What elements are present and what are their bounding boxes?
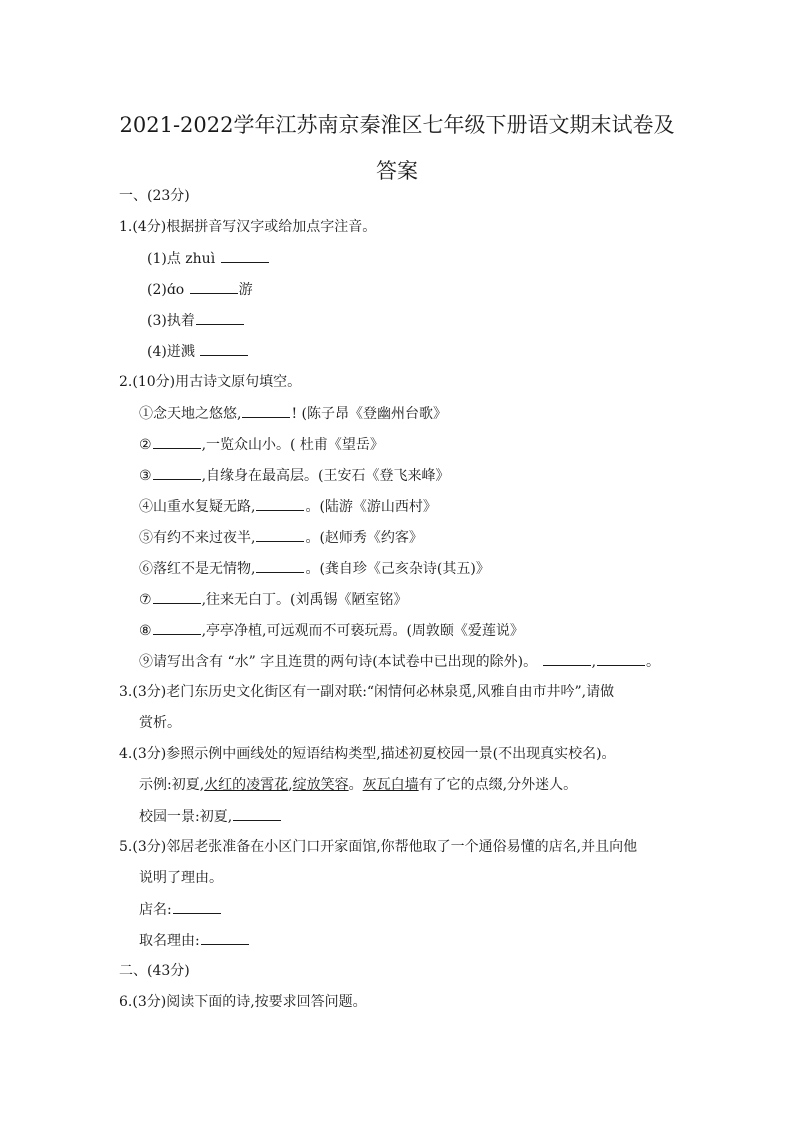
q4-answer-label: 校园一景:初夏, [139,809,233,825]
q4-example-text: 示例:初夏, [139,777,205,793]
section-2-heading: 二、(43分) [119,963,190,979]
q2-item-6-post: 。(龚自珍《己亥杂诗(其五)》 [305,561,490,577]
q2-item-4-post: 。(陆游《游山西村》 [305,499,437,515]
answer-blank[interactable] [543,652,591,666]
answer-blank[interactable] [201,931,249,945]
answer-blank[interactable] [256,528,304,542]
q2-item-8-pre: ⑧ [139,623,152,639]
document-title [0,102,794,194]
q2-item-3-pre: ③ [139,468,152,484]
answer-blank[interactable] [153,435,201,449]
answer-blank[interactable] [221,249,269,263]
answer-blank[interactable] [200,342,248,356]
q5-shop-name [139,900,222,919]
q1-item-3-text: (3)执着 [147,313,195,329]
q1-item-1-text: (1)点 zhuì [147,251,220,267]
underlined-phrase: 灰瓦白墙 [362,777,419,793]
q2-item-7 [139,590,407,609]
underlined-phrase: 绽放笑容 [292,777,349,793]
q4-stem: 4.(3分)参照示例中画线处的短语结构类型,描述初夏校园一景(不出现真实校名)。 [119,746,616,762]
q5-shop-label: 店名: [139,902,172,918]
answer-blank[interactable] [153,590,201,604]
q2-item-6 [139,559,490,578]
title-line-1: 2021-2022学年江苏南京秦淮区七年级下册语文期末试卷及 [119,113,675,137]
q5-line-1: 5.(3分)邻居老张准备在小区门口开家面馆,你帮他取了一个通俗易懂的店名,并且向他 [119,839,638,855]
q2-item-9 [139,652,660,671]
q4-example [139,776,577,794]
q3-line-2: 赏析。 [139,715,181,731]
q2-item-8-post: ,亭亭净植,可远观而不可亵玩焉。(周敦颐《爱莲说》 [201,623,524,639]
answer-blank[interactable] [173,900,221,914]
q1-item-2-text: (2)ɑ́o [147,282,189,298]
answer-blank[interactable] [256,497,304,511]
q2-stem: 2.(10分)用古诗文原句填空。 [119,374,302,390]
q2-item-5 [139,528,423,547]
q2-item-7-post: ,往来无白丁。(刘禹锡《陋室铭》 [201,592,408,608]
answer-blank[interactable] [256,559,304,573]
q2-item-3-post: ,自缘身在最高层。(王安石《登飞来峰》 [201,468,450,484]
q2-item-2 [139,435,384,454]
q2-item-4-pre: ④山重水复疑无路, [139,499,256,515]
q2-item-9-pre: ⑨请写出含有 “水” 字且连贯的两句诗(本试卷中已出现的除外)。 [139,654,542,670]
q1-item-1 [147,249,270,268]
q2-item-5-post: 。(赵师秀《约客》 [305,530,423,546]
title-line-2: 答案 [376,159,418,183]
answer-blank[interactable] [190,280,238,294]
q5-reason-label: 取名理由: [139,933,200,949]
q5-line-2: 说明了理由。 [139,870,223,886]
q2-item-3 [139,466,449,485]
q4-answer [139,807,282,826]
q2-item-9-post: 。 [646,654,661,670]
q1-item-2-suffix: 游 [238,282,253,298]
q6-stem: 6.(3分)阅读下面的诗,按要求回答问题。 [119,994,367,1010]
q4-example-text: , [288,777,293,793]
q1-item-3 [147,311,245,330]
q2-item-2-post: ,一览众山小。( 杜甫《望岳》 [201,437,384,453]
q1-item-2 [147,280,253,299]
section-1-heading: 一、(23分) [119,188,190,204]
answer-blank[interactable] [233,807,281,821]
answer-blank[interactable] [196,311,244,325]
underlined-phrase: 火红的凌霄花 [204,777,289,793]
q5-reason [139,931,250,950]
q4-example-text: 。 [348,777,363,793]
q4-example-text: 有了它的点缀,分外迷人。 [418,777,578,793]
q1-item-4-text: (4)迸溅 [147,344,200,360]
q2-item-5-pre: ⑤有约不来过夜半, [139,530,256,546]
answer-blank[interactable] [153,466,201,480]
q2-item-1-post: ! (陈子昂《登幽州台歌》 [291,406,447,422]
q2-item-8 [139,621,524,640]
q1-item-4 [147,342,249,361]
q2-item-9-mid: , [591,654,597,670]
q2-item-6-pre: ⑥落红不是无情物, [139,561,256,577]
q2-item-4 [139,497,437,516]
q2-item-2-pre: ② [139,437,152,453]
q1-stem: 1.(4分)根据拼音写汉字或给加点字注音。 [119,219,377,235]
answer-blank[interactable] [242,404,290,418]
answer-blank[interactable] [597,652,645,666]
q2-item-1-pre: ①念天地之悠悠, [139,406,242,422]
answer-blank[interactable] [153,621,201,635]
q3-line-1: 3.(3分)老门东历史文化街区有一副对联:“闲情何必林泉觅,风雅自由市井吟”,请做 [119,684,615,700]
q2-item-1 [139,404,447,423]
q2-item-7-pre: ⑦ [139,592,152,608]
